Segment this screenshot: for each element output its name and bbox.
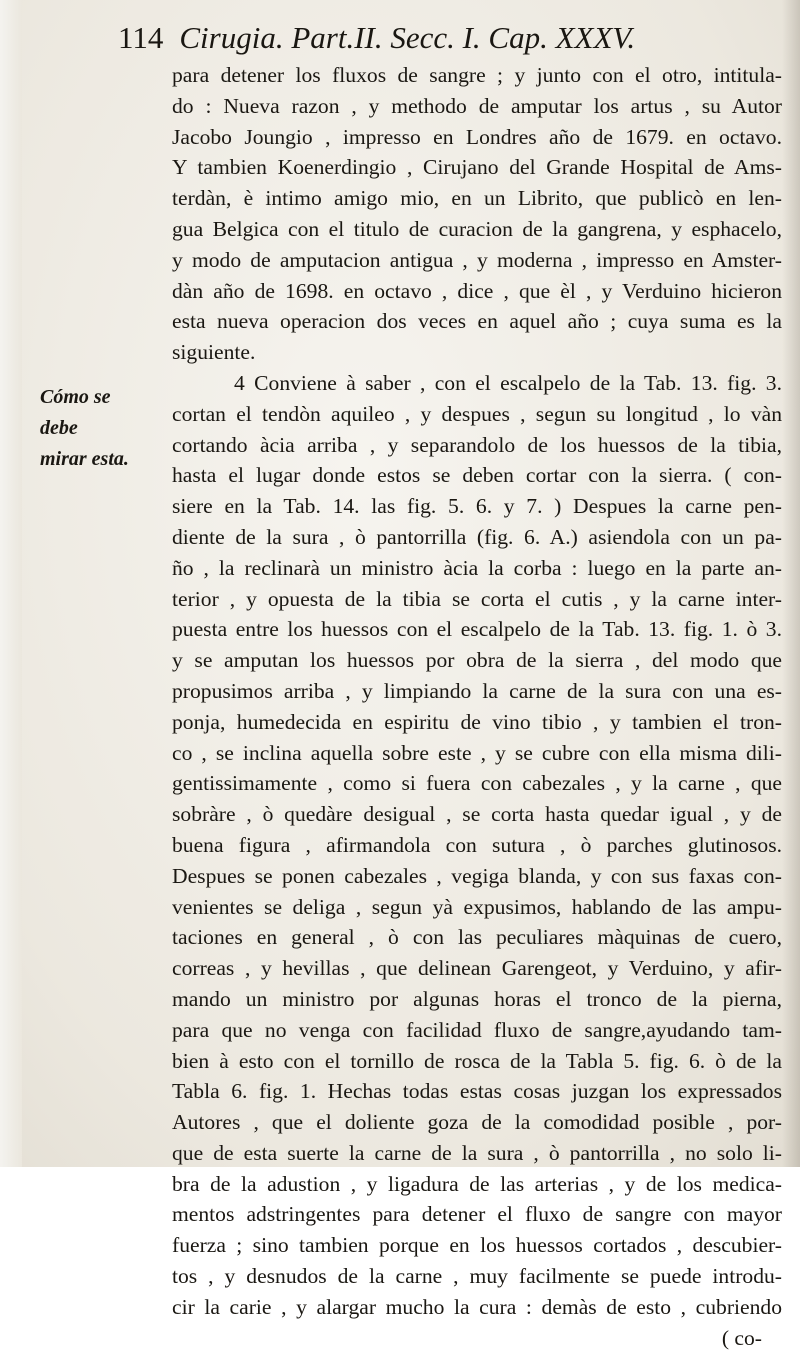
- text-line: venientes se deliga , segun yà expusimos, hablando de las ampu-: [172, 894, 782, 919]
- text-line: taciones en general , ò con las peculiares màquinas de cuero,: [172, 925, 782, 950]
- text-line: do : Nueva razon , y methodo de amputar los artus , su Autor: [172, 93, 782, 118]
- text-line: correas , y hevillas , que delinean Garengeot, y Verduino, y afir-: [172, 956, 782, 981]
- text-line: Jacobo Joungio , impresso en Londres año de 1679. en octavo.: [172, 124, 782, 149]
- body-text: [172, 60, 782, 1353]
- running-header: [118, 14, 758, 62]
- text-line: y se amputan los huessos por obra de la sierra , del modo que: [172, 648, 782, 673]
- text-line: hasta el lugar donde estos se deben cortar con la sierra. ( con-: [172, 463, 782, 488]
- page-edge-shadow: [782, 0, 800, 1167]
- text-line: terior , y opuesta de la tibia se corta el cutis , y la carne inter-: [172, 586, 782, 611]
- margin-note-line: mirar esta.: [40, 447, 129, 470]
- text-line: esta nueva operacion dos veces en aquel año ; cuya suma es la: [172, 309, 782, 334]
- text-line: siere en la Tab. 14. las fig. 5. 6. y 7. ) Despues la carne pen-: [172, 494, 782, 519]
- text-line: que de esta suerte la carne de la sura , ò pantorrilla , no solo li-: [172, 1140, 782, 1165]
- text-line: Autores , que el doliente goza de la comodidad posible , por-: [172, 1110, 782, 1135]
- text-line: Y tambien Koenerdingio , Cirujano del Grande Hospital de Ams-: [172, 155, 782, 180]
- text-line: gua Belgica con el titulo de curacion de la gangrena, y esphacelo,: [172, 216, 782, 241]
- paragraph-start-line: 4 Conviene à saber , con el escalpelo de la Tab. 13. fig. 3.: [234, 370, 782, 395]
- text-line: para que no venga con facilidad fluxo de sangre,ayudando tam-: [172, 1017, 782, 1042]
- text-line: buena figura , afirmandola con sutura , ò parches glutinosos.: [172, 832, 782, 857]
- text-line: Tabla 6. fig. 1. Hechas todas estas cosas juzgan los expressados: [172, 1079, 782, 1104]
- text-line: terdàn, è intimo amigo mio, en un Librito, que publicò en len-: [172, 186, 782, 211]
- text-line: puesta entre los huessos con el escalpelo de la Tab. 13. fig. 1. ò 3.: [172, 617, 782, 642]
- text-line: mentos adstringentes para detener el fluxo de sangre con mayor: [172, 1202, 782, 1227]
- page-gutter: [0, 0, 22, 1167]
- text-line: tos , y desnudos de la carne , muy facilmente se puede introdu-: [172, 1264, 782, 1289]
- text-line: gentissimamente , como si fuera con cabezales , y la carne , que: [172, 771, 782, 796]
- text-line: fuerza ; sino tambien porque en los huessos cortados , descubier-: [172, 1233, 782, 1258]
- catchword: ( co-: [721, 1325, 762, 1350]
- text-line: dàn año de 1698. en octavo , dice , que èl , y Verduino hicieron: [172, 278, 782, 303]
- text-line: bra de la adustion , y ligadura de las arterias , y de los medica-: [172, 1171, 782, 1196]
- text-line: diente de la sura , ò pantorrilla (fig. 6. A.) asiendola con un pa-: [172, 524, 782, 549]
- text-line: propusimos arriba , y limpiando la carne de la sura con una es-: [172, 678, 782, 703]
- page-number: 114: [118, 20, 164, 55]
- text-line: sobràre , ò quedàre desigual , se corta hasta quedar igual , y de: [172, 802, 782, 827]
- text-line: para detener los fluxos de sangre ; y junto con el otro, intitula-: [172, 63, 782, 87]
- text-line: ponja, humedecida en espiritu de vino tibio , y tambien el tron-: [172, 709, 782, 734]
- margin-note-line: Cómo se debe: [40, 386, 111, 439]
- text-line: co , se inclina aquella sobre este , y se cubre con ella misma dili-: [172, 740, 782, 765]
- text-line: cortan el tendòn aquileo , y despues , segun su longitud , lo vàn: [172, 401, 782, 426]
- text-line: siguiente.: [172, 340, 256, 365]
- text-line: cir la carie , y alargar mucho la cura : demàs de esto , cubriendo: [172, 1294, 782, 1319]
- text-line: mando un ministro por algunas horas el tronco de la pierna,: [172, 986, 782, 1011]
- text-line: y modo de amputacion antigua , y moderna , impresso en Amster-: [172, 247, 782, 272]
- text-line: cortando àcia arriba , y separandolo de los huessos de la tibia,: [172, 432, 782, 457]
- text-line: bien à esto con el tornillo de rosca de la Tabla 5. fig. 6. ò de la: [172, 1048, 782, 1073]
- text-line: ño , la reclinarà un ministro àcia la corba : luego en la parte an-: [172, 555, 782, 580]
- text-line: Despues se ponen cabezales , vegiga blanda, y con sus faxas con-: [172, 863, 782, 888]
- margin-note: [40, 382, 150, 474]
- running-title: Cirugia. Part.II. Secc. I. Cap. XXXV.: [179, 20, 636, 55]
